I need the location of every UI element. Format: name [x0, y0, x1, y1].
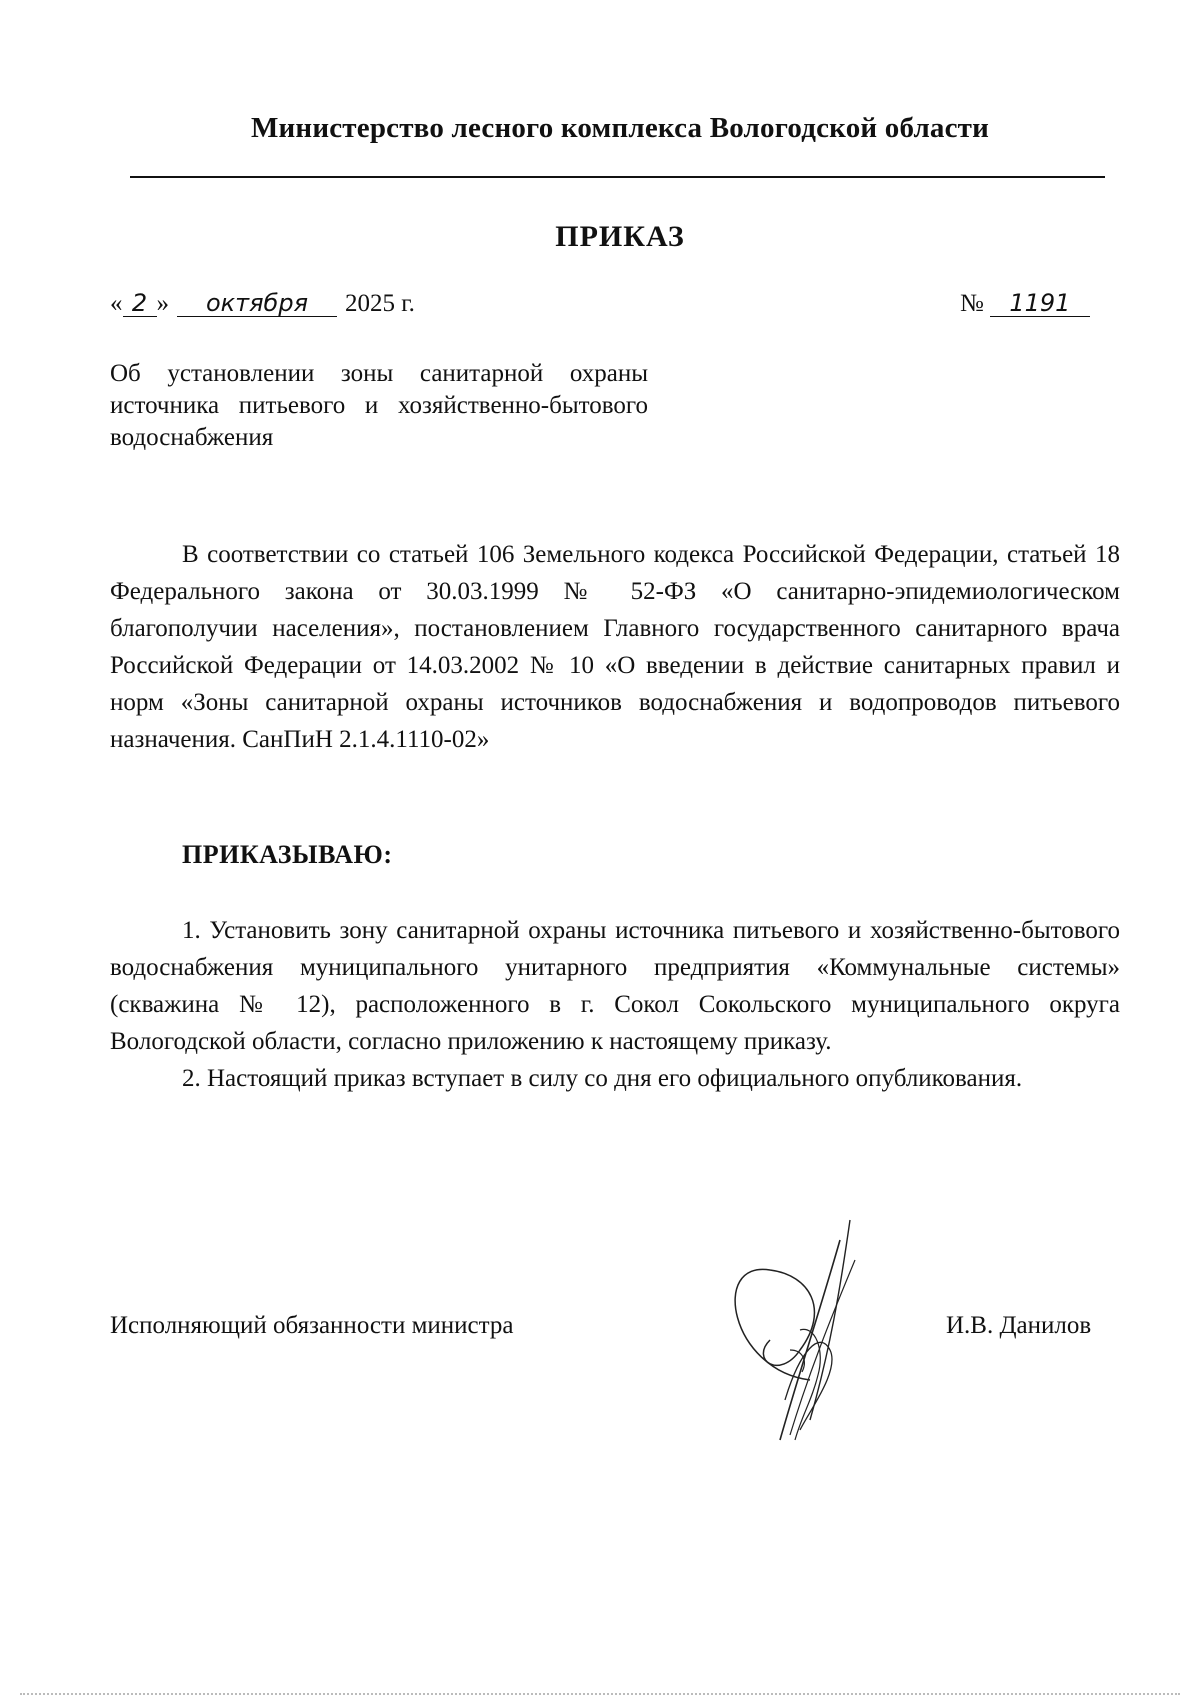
signatory-name: И.В. Данилов — [946, 1312, 1092, 1339]
date-day-handwritten: 2 — [123, 290, 157, 317]
order-date — [110, 290, 415, 318]
document-type-title: ПРИКАЗ — [555, 220, 685, 253]
date-close-quote: » — [156, 290, 169, 317]
order-item-1: 1. Установить зону санитарной охраны источника питьевого и хозяйственно-бытового водоснабжения муниципального унитарного предприятия «Коммунальные системы» (скважина № 12), расположенного в г. Сокол Сокольского муниципального округа Вологодской области, согласно приложению к настоящему приказу. — [110, 917, 1120, 1055]
date-year: 2025 г. — [345, 290, 415, 317]
order-item-2: 2. Настоящий приказ вступает в силу со дня его официального опубликования. — [182, 1065, 1023, 1092]
order-directive-heading: ПРИКАЗЫВАЮ: — [182, 840, 393, 869]
order-items — [110, 912, 1120, 1097]
signatory-title: Исполняющий обязанности министра — [110, 1312, 514, 1339]
organization-name: Министерство лесного комплекса Вологодской области — [250, 112, 990, 144]
order-subject: Об установлении зоны санитарной охраны источника питьевого и хозяйственно-бытового водоснабжения — [110, 360, 648, 451]
date-month-handwritten: октября — [177, 290, 337, 317]
number-value-handwritten: 1191 — [990, 290, 1090, 317]
scan-footer-artifact — [20, 1693, 1180, 1699]
handwritten-signature-icon — [690, 1200, 910, 1460]
order-number — [960, 290, 1090, 318]
date-open-quote: « — [110, 290, 123, 317]
number-label: № — [960, 290, 984, 317]
header-divider — [130, 176, 1105, 178]
preamble-paragraph: В соответствии со статьей 106 Земельного кодекса Российской Федерации, статьей 18 Федерального закона от 30.03.1999 № 52-ФЗ «О санитарно-эпидемиологическом благополучии населения», постановлением Главного государственного санитарного врача Российской Федерации от 14.03.2002 № 10 «О введении в действие санитарных правил и норм «Зоны санитарной охраны источников водоснабжения и водопроводов питьевого назначения. СанПиН 2.1.4.1110-02» — [110, 541, 1120, 753]
